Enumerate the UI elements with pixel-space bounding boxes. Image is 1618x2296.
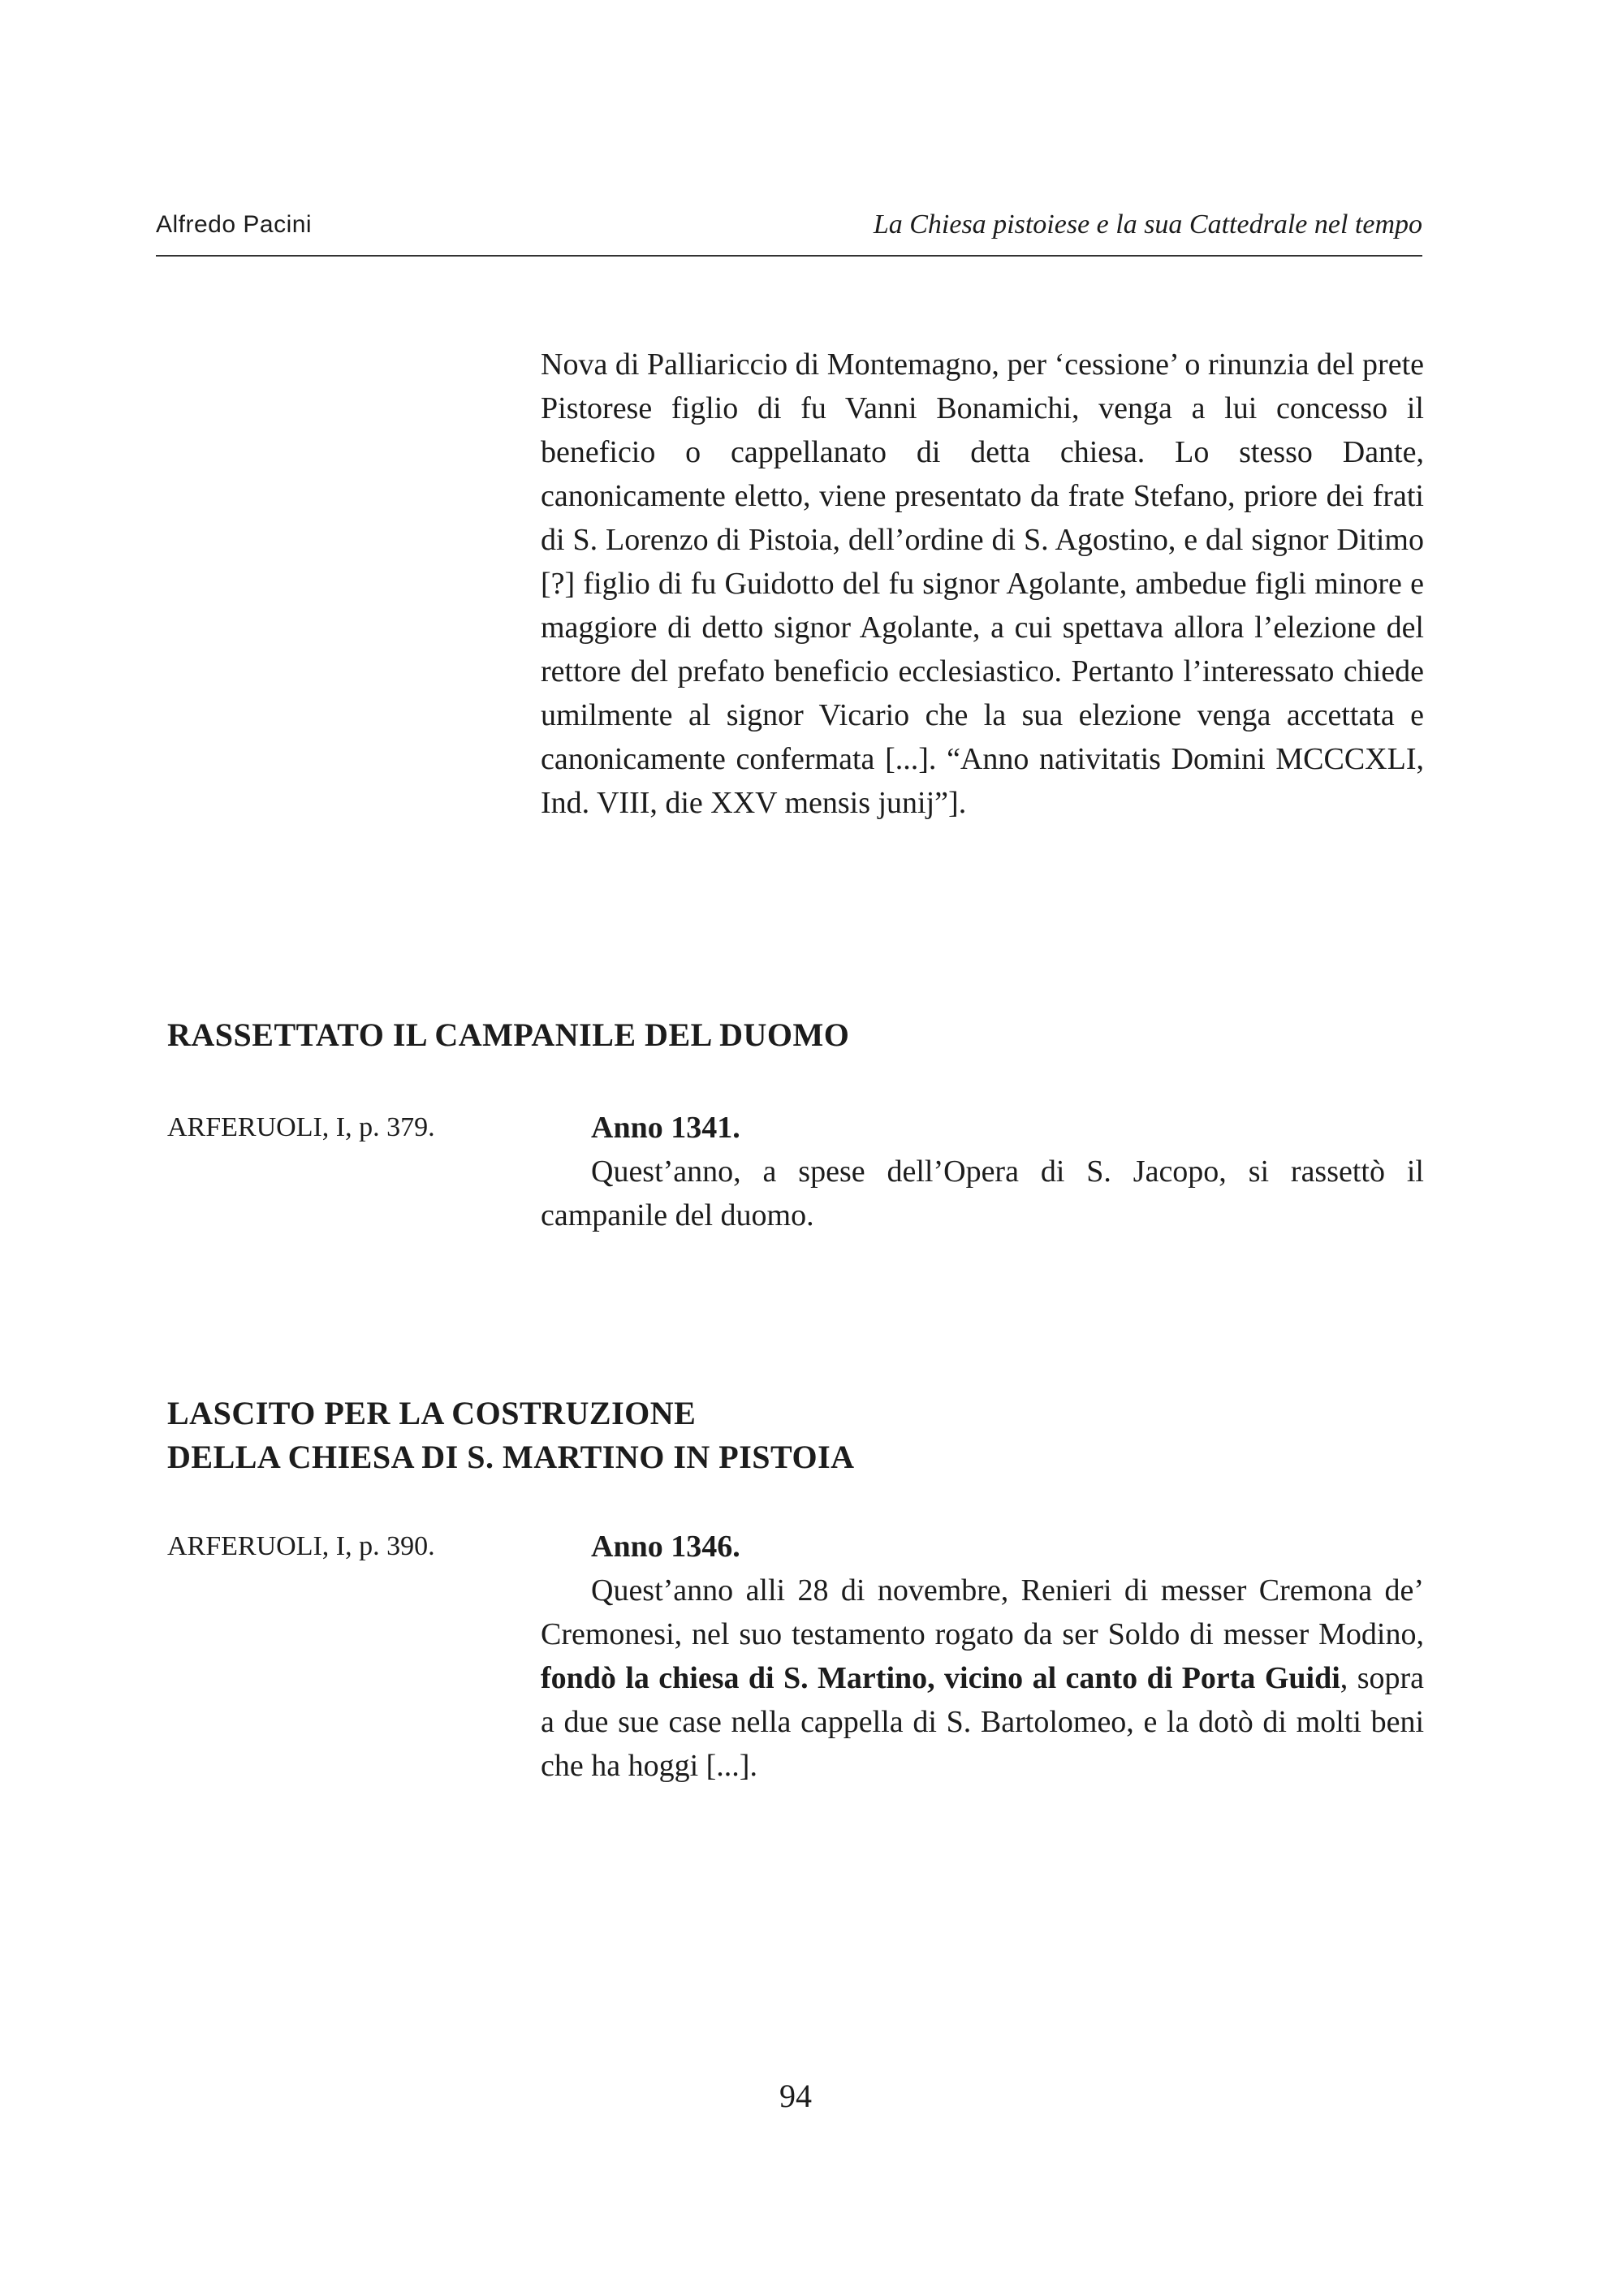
running-header	[156, 209, 1422, 257]
section-heading-line: RASSETTATO IL CAMPANILE DEL DUOMO	[167, 1016, 850, 1053]
entry-text-after: , sopra a due sue case nella cappella di S. Bartolomeo, e la dotò di molti beni che ha hoggi [...].	[541, 1661, 1424, 1783]
section-heading-campanile	[167, 1013, 849, 1057]
section-heading-s-martino	[167, 1392, 855, 1479]
entry-body	[541, 1525, 1424, 1788]
header-author: Alfredo Pacini	[156, 211, 313, 238]
entry-text-before: Quest’anno, a spese dell’Opera di S. Jacopo, si rassettò il campanile del duomo.	[541, 1154, 1424, 1232]
entry-reference: ARFERUOLI, I, p. 379.	[167, 1112, 435, 1142]
section-heading-line: LASCITO PER LA COSTRUZIONE	[167, 1395, 697, 1431]
page-number: 94	[779, 2078, 812, 2114]
entry-year: Anno 1341.	[591, 1111, 740, 1145]
header-title: La Chiesa pistoiese e la sua Cattedrale nel tempo	[873, 209, 1422, 240]
entry-body	[541, 1106, 1424, 1237]
continuation-paragraph: Nova di Palliariccio di Montemagno, per ‘cessione’ o rinunzia del prete Pistorese figlio di fu Vanni Bonamichi, venga a lui concesso il beneficio o cappellanato di detta chiesa. Lo stesso Dante, canonicamente eletto, viene presentato da frate Stefano, priore dei frati di S. Lorenzo di Pistoia, dell’ordine di S. Agostino, e dal signor Ditimo [?] figlio di fu Guidotto del fu signor Agolante, ambedue figli minore e maggiore di detto signor Agolante, a cui spettava allora l’elezione del rettore del prefato beneficio ecclesiastico. Pertanto l’interessato chiede umilmente al signor Vicario che la sua elezione venga accettata e canonicamente confermata [...]. “Anno nativitatis Domini MCCCXLI, Ind. VIII, die XXV mensis junij”].	[541, 347, 1424, 820]
entry-year: Anno 1346.	[591, 1530, 740, 1564]
entry-text-before: Quest’anno alli 28 di novembre, Renieri di messer Cremona de’ Cremonesi, nel suo testamento rogato da ser Soldo di messer Modino,	[541, 1573, 1424, 1651]
section-heading-line: DELLA CHIESA DI S. MARTINO IN PISTOIA	[167, 1439, 855, 1475]
entry-text	[541, 1569, 1424, 1788]
entry-text	[541, 1150, 1424, 1237]
entry-text-bold: fondò la chiesa di S. Martino, vicino al canto di Porta Guidi	[541, 1661, 1340, 1695]
entry-reference: ARFERUOLI, I, p. 390.	[167, 1531, 435, 1561]
